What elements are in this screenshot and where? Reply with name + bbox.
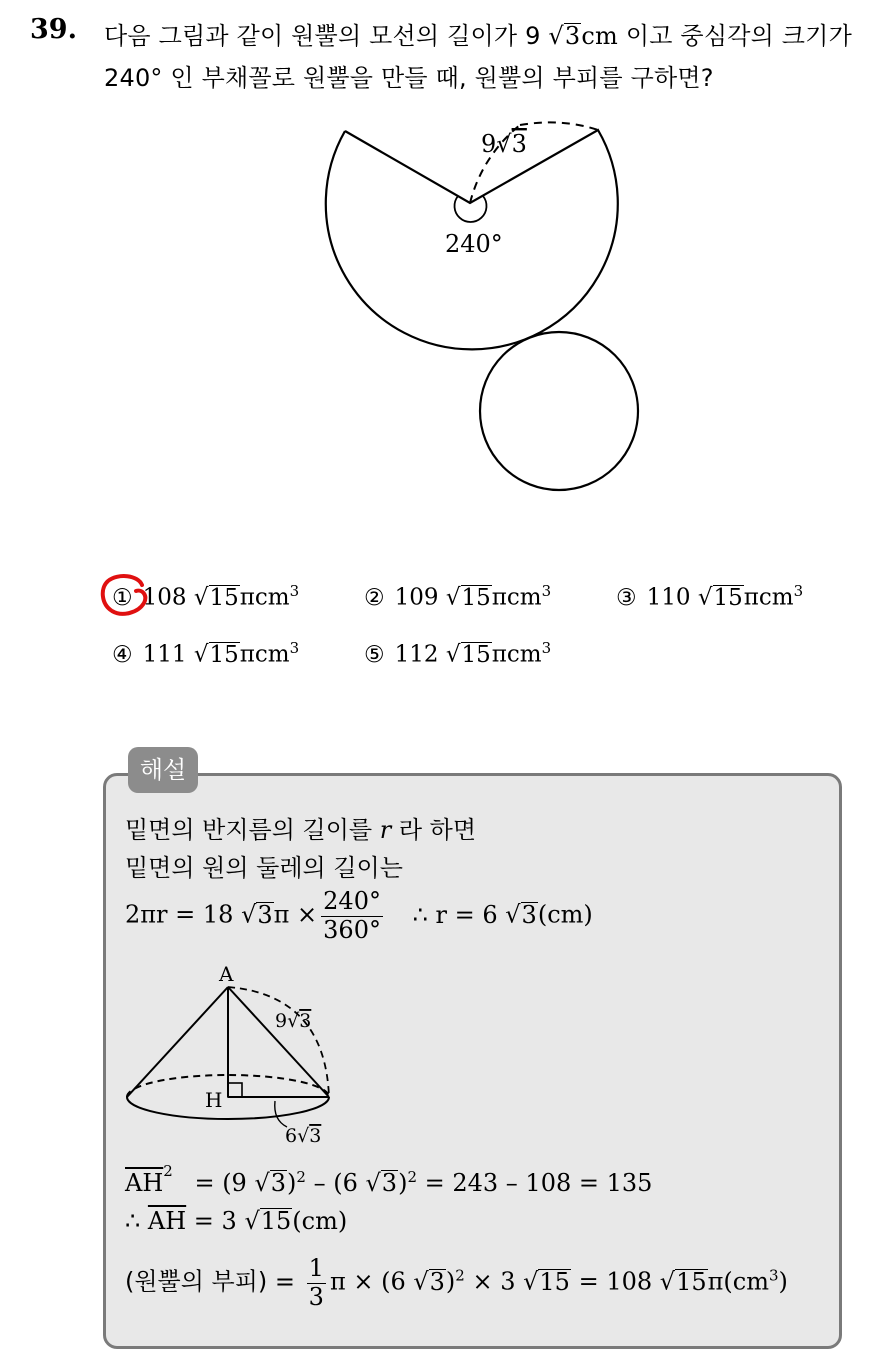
solution-text: 밑면의 반지름의 길이를 <box>125 816 380 844</box>
eq-part: = (9 <box>194 1169 255 1197</box>
choice-radicand: 15 <box>461 584 491 611</box>
choice-unit: cm <box>254 584 290 611</box>
slant-label: 9√3 <box>481 130 527 158</box>
solution-eq1: 2πr = 18 √3π × $\frac{240^\circ}{360^\circ}$ ∴ r = 6 √3(cm) <box>125 887 593 944</box>
eq-radicand: 3 <box>381 1169 398 1197</box>
choice-exponent: 3 <box>289 582 300 600</box>
choice-unit: cm <box>254 641 290 668</box>
eq-part: – (6 <box>305 1169 366 1197</box>
eq-part: π × <box>273 900 318 929</box>
choice-number: ② <box>364 584 385 611</box>
choice-value: 108 <box>142 584 194 611</box>
choice-value: 110 <box>646 584 698 611</box>
choice-radicand: 15 <box>209 641 239 668</box>
question-text-line2: 240° 인 부채꼴로 원뿔을 만들 때, 원뿔의 부피를 구하면? <box>104 64 714 92</box>
choice-unit: cm <box>758 584 794 611</box>
eq-part: ) <box>398 1169 408 1197</box>
eq-part: π × (6 <box>329 1267 414 1296</box>
eq-part: ∴ <box>125 1207 148 1235</box>
choice-number: ① <box>112 584 133 611</box>
sector-top-arc-dashed <box>520 122 598 130</box>
solution-line1 <box>125 810 476 845</box>
eq-radicand: 15 <box>539 1267 570 1296</box>
eq-exponent: 2 <box>407 1168 417 1186</box>
eq-radicand: 15 <box>676 1267 707 1296</box>
cone-foot-label: H <box>205 1088 223 1112</box>
solution-eq3: ∴ $\overline{AH} = 3$ √15(cm) <box>125 1207 348 1235</box>
choice-value: 109 <box>394 584 446 611</box>
eq-part: (cm) <box>537 900 593 929</box>
choice-value: π <box>239 584 255 611</box>
eq-part: = 243 – 108 = 135 <box>416 1169 653 1197</box>
choice-exponent: 3 <box>541 582 552 600</box>
solution-line2: 밑면의 원의 둘레의 길이는 <box>125 854 403 882</box>
eq-part: ) <box>778 1267 788 1296</box>
choice-number: ⑤ <box>364 641 385 668</box>
right-angle-mark <box>228 1083 242 1097</box>
eq-part: = 108 <box>570 1267 660 1296</box>
eq-radicand: 3 <box>257 900 273 929</box>
segment-ah: $\overline{AH}$ <box>147 1207 187 1235</box>
choice-number: ③ <box>616 584 637 611</box>
base-circle <box>480 332 638 490</box>
eq-exponent: 2 <box>163 1162 173 1180</box>
eq-exponent: 2 <box>455 1266 465 1285</box>
eq-radicand: 15 <box>260 1207 292 1235</box>
choice-value: π <box>491 584 507 611</box>
eq-radicand: 3 <box>270 1169 287 1197</box>
cone-right-edge <box>228 987 329 1097</box>
question-number: 39. <box>30 14 77 45</box>
choice-exponent: 3 <box>289 639 300 657</box>
fraction-numerator: 1 <box>308 1254 324 1282</box>
choice-exponent: 3 <box>793 582 804 600</box>
fraction-denominator: 360° <box>323 915 381 944</box>
question-text-line1: 다음 그림과 같이 원뿔의 모선의 길이가 9 √3cm 이고 중심각의 크기가 <box>104 22 852 50</box>
solution-eq2: $\overline{AH}^2 = (9$ √3)$^2$ – (6 √3)$^2$ = 243 – 108 = 135 <box>125 1162 653 1197</box>
cone-base-front <box>127 1097 329 1119</box>
eq-radicand: 3 <box>521 900 537 929</box>
angle-label: 240° <box>445 230 503 258</box>
cone-vertex-label: A <box>219 962 234 986</box>
eq-radicand: 3 <box>429 1267 445 1296</box>
eq-exponent: 3 <box>768 1266 779 1285</box>
eq-fraction <box>307 1255 326 1311</box>
choice-value: π <box>491 641 507 668</box>
solution-var: r <box>379 816 392 844</box>
eq-part: (원뿔의 부피) = <box>125 1267 303 1296</box>
choice-value: 111 <box>142 641 194 668</box>
sector-figure <box>0 0 884 500</box>
eq-part: ) <box>445 1267 456 1296</box>
choice-3[interactable]: ③ 110 √15πcm$^3$ <box>616 582 804 611</box>
choice-number: ④ <box>112 641 133 668</box>
choice-unit: cm <box>506 584 542 611</box>
choice-unit: cm <box>506 641 542 668</box>
choice-4[interactable]: ④ 111 √15πcm$^3$ <box>112 639 300 668</box>
choice-1[interactable]: ① 108 √15πcm$^3$ <box>112 582 300 611</box>
cone-diagram <box>115 955 355 1155</box>
choice-value: π <box>239 641 255 668</box>
question-text-part: 다음 그림과 같이 원뿔의 모선의 길이가 9 <box>104 22 549 50</box>
eq-part: ∴ r = 6 <box>412 900 506 929</box>
eq-part: × 3 <box>464 1267 524 1296</box>
cone-slant-label: 9√3 <box>275 1010 312 1032</box>
choice-exponent: 3 <box>541 639 552 657</box>
eq-part: (cm) <box>292 1207 348 1235</box>
eq-part: ) <box>287 1169 297 1197</box>
solution-text: 라 하면 <box>391 816 477 844</box>
eq-fraction <box>321 888 383 944</box>
fraction-numerator: 240° <box>323 887 381 915</box>
solution-eq4: (원뿔의 부피) = $\frac{1}{3}$ π × (6 √3)$^2$ × 3 √15 = 108 $√15\pi(cm^3)$ <box>125 1254 788 1311</box>
eq-exponent: 2 <box>296 1168 306 1186</box>
cone-radius-label: 6√3 <box>285 1125 322 1147</box>
choice-radicand: 15 <box>461 641 491 668</box>
question-radicand: 3 <box>564 22 581 50</box>
choice-5[interactable]: ⑤ 112 √15πcm$^3$ <box>364 639 552 668</box>
cone-left-edge <box>127 987 228 1097</box>
choice-value: 112 <box>394 641 446 668</box>
choice-radicand: 15 <box>713 584 743 611</box>
eq-part: 2πr = 18 <box>125 900 242 929</box>
radius-pointer <box>275 1101 287 1127</box>
fraction-denominator: 3 <box>308 1282 324 1311</box>
choice-2[interactable]: ② 109 √15πcm$^3$ <box>364 582 552 611</box>
eq-part: π(cm <box>707 1267 769 1296</box>
choice-value: π <box>743 584 759 611</box>
solution-tag: 해설 <box>128 747 198 793</box>
segment-ah: $\overline{AH}$ <box>125 1169 164 1197</box>
eq-part: = 3 <box>186 1207 245 1235</box>
question-text-part: cm 이고 중심각의 크기가 <box>581 22 852 50</box>
choice-radicand: 15 <box>209 584 239 611</box>
